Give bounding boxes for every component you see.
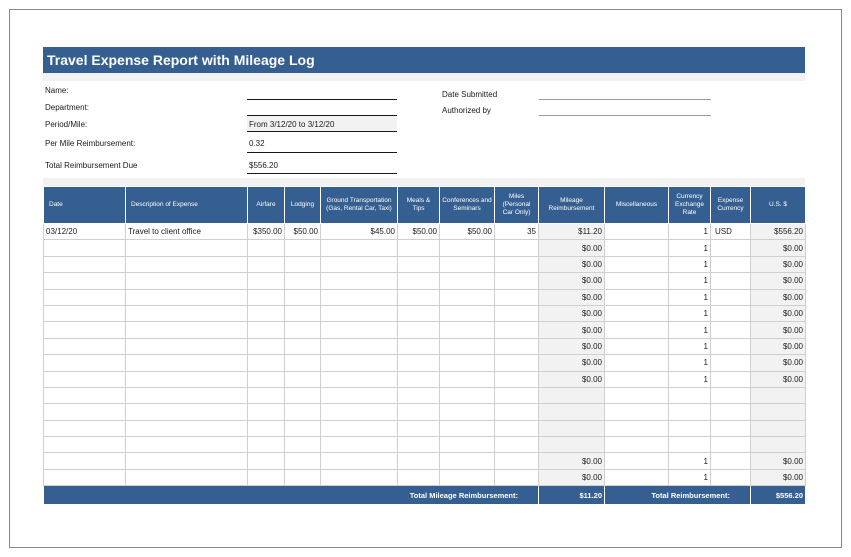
cell-description[interactable]	[126, 404, 248, 420]
cell-expense-currency[interactable]	[711, 453, 751, 469]
cell-miles[interactable]	[495, 338, 539, 354]
cell-miles[interactable]	[495, 240, 539, 256]
cell-meals[interactable]	[398, 387, 440, 403]
cell-airfare[interactable]	[248, 338, 285, 354]
cell-lodging[interactable]	[285, 387, 321, 403]
cell-miscellaneous[interactable]	[605, 240, 669, 256]
cell-usd: $0.00	[751, 371, 806, 387]
cell-usd: $556.20	[751, 224, 806, 240]
cell-mileage-reimbursement: $0.00	[539, 289, 605, 305]
cell-usd	[751, 437, 806, 453]
cell-ground-transportation[interactable]	[321, 469, 398, 485]
cell-usd	[751, 387, 806, 403]
expense-table	[43, 186, 806, 505]
cell-usd	[751, 404, 806, 420]
cell-miles[interactable]	[495, 355, 539, 371]
cell-usd: $0.00	[751, 322, 806, 338]
cell-conferences[interactable]	[440, 305, 495, 321]
cell-ground-transportation[interactable]	[321, 289, 398, 305]
cell-airfare[interactable]	[248, 273, 285, 289]
cell-date[interactable]	[44, 256, 126, 272]
col-header-date: Date	[44, 187, 126, 224]
cell-conferences[interactable]	[440, 453, 495, 469]
cell-airfare[interactable]	[248, 256, 285, 272]
cell-description[interactable]	[126, 355, 248, 371]
cell-usd: $0.00	[751, 273, 806, 289]
cell-conferences[interactable]	[440, 240, 495, 256]
cell-lodging[interactable]	[285, 469, 321, 485]
cell-mileage-reimbursement: $0.00	[539, 371, 605, 387]
cell-description[interactable]	[126, 371, 248, 387]
cell-date[interactable]	[44, 437, 126, 453]
name-field[interactable]	[247, 99, 397, 100]
total-due-value: $556.20	[249, 161, 278, 170]
col-header-airfare: Airfare	[248, 187, 285, 224]
cell-expense-currency[interactable]	[711, 273, 751, 289]
cell-miscellaneous[interactable]	[605, 289, 669, 305]
cell-miscellaneous[interactable]	[605, 273, 669, 289]
cell-expense-currency[interactable]	[711, 256, 751, 272]
cell-lodging[interactable]	[285, 453, 321, 469]
col-header-exchange-rate: Currency Exchange Rate	[669, 187, 711, 224]
cell-miscellaneous[interactable]	[605, 469, 669, 485]
cell-description[interactable]	[126, 437, 248, 453]
cell-exchange-rate[interactable]: 1	[669, 256, 711, 272]
cell-meals[interactable]	[398, 371, 440, 387]
table-header-row	[44, 187, 806, 224]
cell-date[interactable]	[44, 338, 126, 354]
total-due-label: Total Reimbursement Due	[45, 161, 138, 170]
cell-date[interactable]	[44, 273, 126, 289]
cell-exchange-rate[interactable]: 1	[669, 305, 711, 321]
period-label: Period/Mile:	[45, 120, 88, 129]
cell-airfare[interactable]	[248, 453, 285, 469]
cell-usd	[751, 420, 806, 436]
cell-conferences[interactable]	[440, 322, 495, 338]
cell-airfare[interactable]	[248, 371, 285, 387]
cell-conferences[interactable]	[440, 404, 495, 420]
cell-date[interactable]	[44, 322, 126, 338]
cell-description[interactable]	[126, 305, 248, 321]
cell-exchange-rate[interactable]: 1	[669, 338, 711, 354]
cell-exchange-rate[interactable]: 1	[669, 322, 711, 338]
cell-airfare[interactable]	[248, 305, 285, 321]
cell-miscellaneous[interactable]	[605, 322, 669, 338]
cell-date[interactable]	[44, 355, 126, 371]
date-submitted-field[interactable]	[539, 99, 711, 100]
cell-airfare[interactable]	[248, 404, 285, 420]
date-submitted-label: Date Submitted	[442, 90, 498, 99]
cell-expense-currency[interactable]	[711, 404, 751, 420]
table-row	[44, 224, 806, 240]
cell-expense-currency[interactable]	[711, 420, 751, 436]
cell-description[interactable]	[126, 469, 248, 485]
report-title: Travel Expense Report with Mileage Log	[43, 47, 805, 73]
cell-miscellaneous[interactable]	[605, 387, 669, 403]
cell-mileage-reimbursement	[539, 404, 605, 420]
cell-miscellaneous[interactable]	[605, 404, 669, 420]
cell-mileage-reimbursement	[539, 387, 605, 403]
cell-lodging[interactable]	[285, 437, 321, 453]
table-row	[44, 240, 806, 256]
cell-exchange-rate[interactable]	[669, 387, 711, 403]
cell-airfare[interactable]	[248, 469, 285, 485]
cell-mileage-reimbursement: $0.00	[539, 256, 605, 272]
table-row	[44, 453, 806, 469]
cell-description[interactable]: Travel to client office	[126, 224, 248, 240]
cell-expense-currency[interactable]	[711, 338, 751, 354]
cell-mileage-reimbursement: $0.00	[539, 355, 605, 371]
cell-conferences[interactable]	[440, 289, 495, 305]
cell-conferences[interactable]	[440, 371, 495, 387]
cell-date[interactable]	[44, 469, 126, 485]
cell-conferences[interactable]	[440, 437, 495, 453]
cell-mileage-reimbursement: $0.00	[539, 469, 605, 485]
cell-ground-transportation[interactable]	[321, 404, 398, 420]
cell-airfare[interactable]: $350.00	[248, 224, 285, 240]
cell-miscellaneous[interactable]	[605, 355, 669, 371]
department-label: Department:	[45, 103, 90, 112]
cell-meals[interactable]	[398, 437, 440, 453]
cell-expense-currency[interactable]	[711, 322, 751, 338]
per-mile-underline	[247, 152, 397, 153]
table-row	[44, 305, 806, 321]
cell-date[interactable]	[44, 387, 126, 403]
cell-miscellaneous[interactable]	[605, 224, 669, 240]
cell-description[interactable]	[126, 387, 248, 403]
cell-miles[interactable]	[495, 404, 539, 420]
cell-expense-currency[interactable]	[711, 289, 751, 305]
cell-expense-currency[interactable]	[711, 355, 751, 371]
cell-date[interactable]	[44, 404, 126, 420]
cell-conferences[interactable]	[440, 338, 495, 354]
cell-lodging[interactable]	[285, 256, 321, 272]
cell-miscellaneous[interactable]	[605, 338, 669, 354]
col-header-lodging: Lodging	[285, 187, 321, 224]
cell-conferences[interactable]: $50.00	[440, 224, 495, 240]
cell-description[interactable]	[126, 240, 248, 256]
cell-exchange-rate[interactable]	[669, 420, 711, 436]
total-mileage-value: $11.20	[539, 486, 605, 505]
cell-expense-currency[interactable]	[711, 437, 751, 453]
cell-conferences[interactable]	[440, 469, 495, 485]
cell-meals[interactable]	[398, 289, 440, 305]
cell-airfare[interactable]	[248, 420, 285, 436]
cell-date[interactable]	[44, 371, 126, 387]
cell-miles[interactable]	[495, 437, 539, 453]
table-row	[44, 355, 806, 371]
cell-ground-transportation[interactable]	[321, 305, 398, 321]
cell-miscellaneous[interactable]	[605, 305, 669, 321]
col-header-meals: Meals & Tips	[398, 187, 440, 224]
cell-exchange-rate[interactable]	[669, 404, 711, 420]
cell-miles[interactable]	[495, 371, 539, 387]
cell-lodging[interactable]	[285, 305, 321, 321]
title-underband	[43, 73, 805, 81]
cell-miles[interactable]	[495, 453, 539, 469]
cell-ground-transportation[interactable]	[321, 437, 398, 453]
cell-meals[interactable]	[398, 355, 440, 371]
cell-lodging[interactable]	[285, 371, 321, 387]
cell-miles[interactable]	[495, 387, 539, 403]
cell-usd: $0.00	[751, 355, 806, 371]
cell-usd: $0.00	[751, 256, 806, 272]
table-row	[44, 404, 806, 420]
cell-usd: $0.00	[751, 305, 806, 321]
period-value: From 3/12/20 to 3/12/20	[249, 120, 335, 129]
department-field[interactable]	[247, 115, 397, 116]
cell-exchange-rate[interactable]: 1	[669, 469, 711, 485]
cell-meals[interactable]	[398, 322, 440, 338]
cell-meals[interactable]	[398, 469, 440, 485]
cell-ground-transportation[interactable]	[321, 420, 398, 436]
cell-lodging[interactable]	[285, 355, 321, 371]
cell-usd: $0.00	[751, 453, 806, 469]
cell-expense-currency[interactable]	[711, 305, 751, 321]
per-mile-label: Per Mile Reimbursement:	[45, 139, 136, 148]
cell-ground-transportation[interactable]: $45.00	[321, 224, 398, 240]
cell-miles[interactable]	[495, 256, 539, 272]
cell-description[interactable]	[126, 453, 248, 469]
cell-ground-transportation[interactable]	[321, 387, 398, 403]
total-mileage-label: Total Mileage Reimbursement:	[44, 486, 539, 505]
cell-miles[interactable]	[495, 289, 539, 305]
cell-expense-currency[interactable]	[711, 387, 751, 403]
cell-ground-transportation[interactable]	[321, 371, 398, 387]
cell-mileage-reimbursement: $0.00	[539, 273, 605, 289]
cell-miles[interactable]: 35	[495, 224, 539, 240]
table-row	[44, 322, 806, 338]
cell-mileage-reimbursement	[539, 420, 605, 436]
cell-description[interactable]	[126, 338, 248, 354]
cell-meals[interactable]	[398, 305, 440, 321]
cell-exchange-rate[interactable]: 1	[669, 355, 711, 371]
period-underline	[247, 131, 397, 132]
cell-description[interactable]	[126, 273, 248, 289]
col-header-expense-currency: Expense Currency	[711, 187, 751, 224]
col-header-description: Description of Expense	[126, 187, 248, 224]
cell-ground-transportation[interactable]	[321, 355, 398, 371]
cell-meals[interactable]	[398, 256, 440, 272]
cell-lodging[interactable]	[285, 289, 321, 305]
totals-row	[44, 486, 806, 505]
table-row	[44, 371, 806, 387]
cell-exchange-rate[interactable]: 1	[669, 224, 711, 240]
cell-meals[interactable]	[398, 273, 440, 289]
cell-date[interactable]	[44, 305, 126, 321]
cell-miscellaneous[interactable]	[605, 371, 669, 387]
total-reimbursement-value: $556.20	[751, 486, 806, 505]
table-row	[44, 437, 806, 453]
cell-meals[interactable]	[398, 240, 440, 256]
cell-mileage-reimbursement	[539, 437, 605, 453]
cell-meals[interactable]	[398, 420, 440, 436]
authorized-by-label: Authorized by	[442, 106, 491, 115]
cell-airfare[interactable]	[248, 289, 285, 305]
cell-date[interactable]	[44, 240, 126, 256]
cell-description[interactable]	[126, 322, 248, 338]
cell-airfare[interactable]	[248, 322, 285, 338]
cell-miles[interactable]	[495, 273, 539, 289]
cell-mileage-reimbursement: $11.20	[539, 224, 605, 240]
cell-mileage-reimbursement: $0.00	[539, 338, 605, 354]
cell-airfare[interactable]	[248, 240, 285, 256]
cell-conferences[interactable]	[440, 256, 495, 272]
cell-ground-transportation[interactable]	[321, 240, 398, 256]
cell-conferences[interactable]	[440, 273, 495, 289]
cell-meals[interactable]	[398, 453, 440, 469]
col-header-usd: U.S. $	[751, 187, 806, 224]
cell-description[interactable]	[126, 420, 248, 436]
cell-exchange-rate[interactable]	[669, 437, 711, 453]
cell-expense-currency[interactable]	[711, 469, 751, 485]
col-header-miscellaneous: Miscellaneous	[605, 187, 669, 224]
cell-ground-transportation[interactable]	[321, 322, 398, 338]
cell-date[interactable]	[44, 453, 126, 469]
cell-ground-transportation[interactable]	[321, 338, 398, 354]
cell-lodging[interactable]: $50.00	[285, 224, 321, 240]
cell-ground-transportation[interactable]	[321, 453, 398, 469]
cell-miscellaneous[interactable]	[605, 420, 669, 436]
table-row	[44, 289, 806, 305]
cell-usd: $0.00	[751, 289, 806, 305]
cell-usd: $0.00	[751, 338, 806, 354]
cell-exchange-rate[interactable]: 1	[669, 453, 711, 469]
cell-exchange-rate[interactable]: 1	[669, 289, 711, 305]
per-mile-value[interactable]: 0.32	[249, 139, 265, 148]
table-row	[44, 387, 806, 403]
cell-miles[interactable]	[495, 305, 539, 321]
cell-miscellaneous[interactable]	[605, 453, 669, 469]
cell-exchange-rate[interactable]: 1	[669, 240, 711, 256]
cell-meals[interactable]: $50.00	[398, 224, 440, 240]
cell-lodging[interactable]	[285, 404, 321, 420]
cell-date[interactable]: 03/12/20	[44, 224, 126, 240]
cell-airfare[interactable]	[248, 387, 285, 403]
total-due-underline	[247, 173, 397, 174]
table-row	[44, 420, 806, 436]
table-top-band	[43, 178, 805, 186]
cell-expense-currency[interactable]: USD	[711, 224, 751, 240]
col-header-miles: Miles (Personal Car Only)	[495, 187, 539, 224]
cell-date[interactable]	[44, 420, 126, 436]
cell-exchange-rate[interactable]: 1	[669, 371, 711, 387]
cell-conferences[interactable]	[440, 420, 495, 436]
cell-description[interactable]	[126, 289, 248, 305]
cell-miscellaneous[interactable]	[605, 437, 669, 453]
cell-expense-currency[interactable]	[711, 240, 751, 256]
table-body	[44, 224, 806, 486]
cell-meals[interactable]	[398, 404, 440, 420]
cell-airfare[interactable]	[248, 355, 285, 371]
cell-usd: $0.00	[751, 240, 806, 256]
cell-airfare[interactable]	[248, 437, 285, 453]
cell-lodging[interactable]	[285, 273, 321, 289]
cell-mileage-reimbursement: $0.00	[539, 240, 605, 256]
cell-lodging[interactable]	[285, 338, 321, 354]
table-row	[44, 338, 806, 354]
authorized-by-field[interactable]	[539, 115, 711, 116]
cell-mileage-reimbursement: $0.00	[539, 453, 605, 469]
cell-miles[interactable]	[495, 469, 539, 485]
col-header-ground-transportation: Ground Transportation (Gas, Rental Car, Taxi)	[321, 187, 398, 224]
cell-lodging[interactable]	[285, 240, 321, 256]
cell-conferences[interactable]	[440, 355, 495, 371]
cell-ground-transportation[interactable]	[321, 256, 398, 272]
cell-conferences[interactable]	[440, 387, 495, 403]
col-header-mileage-reimbursement: Mileage Reimbursement	[539, 187, 605, 224]
cell-meals[interactable]	[398, 338, 440, 354]
cell-lodging[interactable]	[285, 420, 321, 436]
cell-miles[interactable]	[495, 322, 539, 338]
cell-miscellaneous[interactable]	[605, 256, 669, 272]
cell-ground-transportation[interactable]	[321, 273, 398, 289]
cell-expense-currency[interactable]	[711, 371, 751, 387]
cell-miles[interactable]	[495, 420, 539, 436]
table-row	[44, 273, 806, 289]
total-reimbursement-label: Total Reimbursement:	[605, 486, 751, 505]
table-row	[44, 469, 806, 485]
cell-description[interactable]	[126, 256, 248, 272]
cell-usd: $0.00	[751, 469, 806, 485]
cell-date[interactable]	[44, 289, 126, 305]
name-label: Name:	[45, 86, 69, 95]
table-row	[44, 256, 806, 272]
cell-mileage-reimbursement: $0.00	[539, 322, 605, 338]
col-header-conferences: Conferences and Seminars	[440, 187, 495, 224]
cell-mileage-reimbursement: $0.00	[539, 305, 605, 321]
cell-exchange-rate[interactable]: 1	[669, 273, 711, 289]
cell-lodging[interactable]	[285, 322, 321, 338]
